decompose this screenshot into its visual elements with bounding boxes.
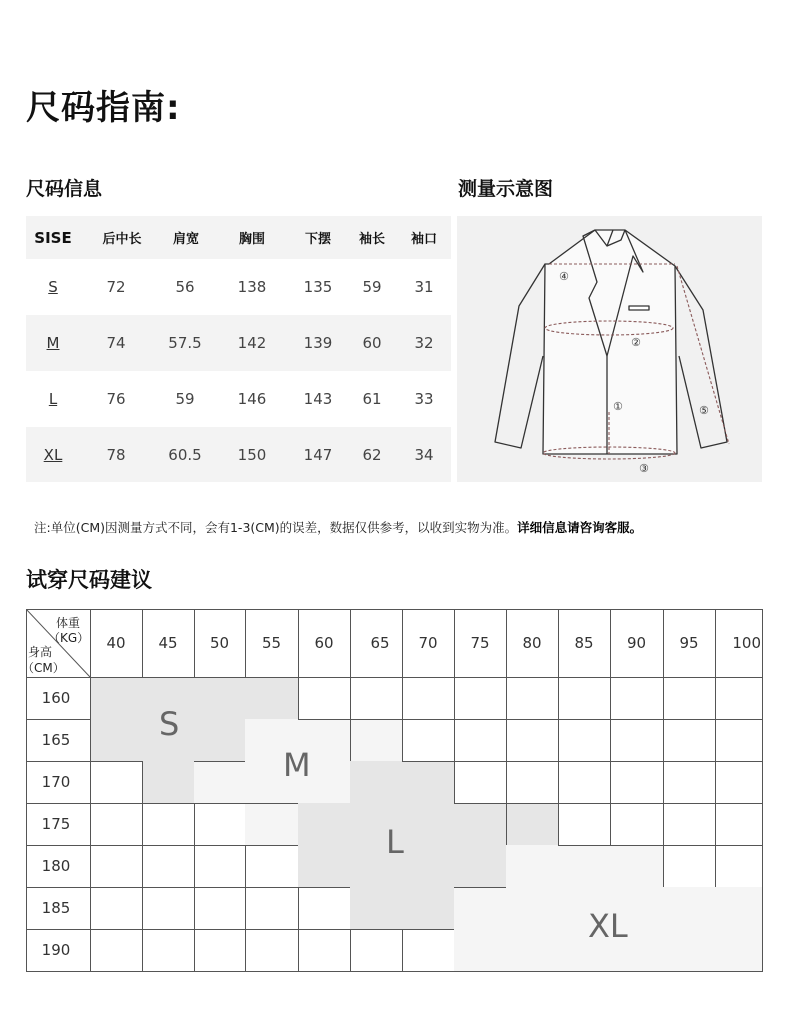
- table-cell: 33: [414, 390, 434, 408]
- header-cell: SISE: [34, 228, 72, 247]
- table-row: [26, 259, 451, 315]
- zone-l: [350, 887, 454, 929]
- zone-s: [90, 677, 298, 719]
- table-cell: 61: [362, 390, 382, 408]
- page-title: 尺码指南:: [26, 88, 181, 128]
- fit-suggestion-heading: 试穿尺码建议: [26, 568, 152, 592]
- zone-s: [142, 761, 194, 803]
- marker-2: ②: [631, 336, 641, 349]
- marker-3: ③: [639, 462, 649, 475]
- zone-l: [350, 761, 454, 803]
- marker-1: ①: [613, 400, 623, 413]
- weight-header: 100: [732, 634, 761, 652]
- size-table-header: [26, 216, 451, 259]
- marker-5: ⑤: [699, 404, 709, 417]
- header-cell: 肩宽: [172, 232, 199, 247]
- note-contact: 详细信息请咨询客服。: [517, 520, 643, 535]
- table-row: [26, 371, 451, 427]
- zone-m: [245, 719, 402, 761]
- table-cell: 78: [106, 445, 126, 464]
- corner-weight-unit: （KG）: [48, 631, 90, 645]
- measure-diagram-heading: 测量示意图: [458, 178, 554, 200]
- table-cell: 150: [237, 445, 267, 464]
- zone-xl: [506, 845, 663, 887]
- weight-header: 75: [470, 634, 490, 652]
- jacket-outline-icon: [457, 216, 762, 482]
- size-label: S: [48, 278, 58, 296]
- zone-m: [194, 761, 350, 803]
- table-cell: 139: [303, 334, 333, 352]
- corner-height-label: 身高: [28, 645, 53, 659]
- table-cell: 76: [106, 390, 126, 408]
- header-cell: 胸围: [238, 232, 265, 247]
- height-label: 160: [41, 689, 71, 707]
- height-label: 175: [41, 815, 71, 833]
- table-cell: 59: [175, 390, 195, 408]
- weight-header: 55: [261, 634, 282, 652]
- zone-l: [298, 803, 558, 845]
- table-cell: 135: [303, 278, 333, 296]
- weight-header: 45: [158, 634, 178, 652]
- weight-header: 80: [522, 634, 542, 652]
- zone-label-s: S: [159, 705, 180, 743]
- table-cell: 57.5: [168, 334, 202, 352]
- table-cell: 143: [303, 390, 333, 408]
- weight-header: 85: [574, 634, 594, 652]
- weight-header: 65: [370, 634, 390, 652]
- table-cell: 74: [106, 334, 126, 352]
- size-info-heading: 尺码信息: [26, 178, 103, 200]
- zone-label-l: L: [386, 823, 404, 861]
- table-cell: 34: [414, 445, 434, 464]
- header-cell: 袖口: [410, 232, 437, 247]
- height-label: 185: [41, 899, 71, 917]
- weight-header: 70: [418, 634, 438, 652]
- zone-label-xl: XL: [588, 907, 628, 945]
- corner-height-unit: （CM）: [22, 661, 65, 675]
- table-cell: 60.5: [168, 445, 202, 464]
- corner-weight-label: 体重: [56, 616, 81, 630]
- size-table: [26, 216, 451, 482]
- table-cell: 147: [303, 445, 333, 464]
- weight-header: 95: [679, 634, 699, 652]
- table-cell: 72: [106, 278, 126, 296]
- fit-chart: [22, 609, 763, 972]
- table-cell: 56: [175, 278, 195, 296]
- note-text: 注:单位(CM)因测量方式不同，会有1-3(CM)的误差，数据仅供参考，以收到实物为准。: [34, 520, 518, 535]
- header-cell: 袖长: [358, 232, 385, 247]
- header-cell: 下摆: [304, 232, 331, 247]
- zone-label-m: M: [283, 746, 311, 784]
- weight-header: 40: [106, 634, 126, 652]
- jacket-measure-diagram: [457, 216, 762, 482]
- table-cell: 60: [362, 334, 382, 352]
- height-label: 190: [41, 941, 71, 959]
- weight-header: 50: [209, 634, 230, 652]
- size-label: XL: [43, 445, 63, 464]
- height-label: 180: [41, 857, 71, 875]
- weight-header: 60: [314, 634, 334, 652]
- table-cell: 146: [237, 390, 267, 408]
- header-cell: 后中长: [102, 232, 142, 247]
- table-cell: 31: [414, 278, 434, 296]
- table-row: [26, 427, 451, 482]
- marker-4: ④: [559, 270, 569, 283]
- size-label: M: [46, 334, 60, 352]
- weight-header: 90: [626, 634, 647, 652]
- table-cell: 62: [362, 445, 382, 464]
- table-cell: 138: [237, 278, 267, 296]
- size-label: L: [48, 390, 58, 408]
- table-row: [26, 315, 451, 371]
- height-label: 165: [41, 731, 71, 749]
- table-cell: 142: [237, 334, 267, 352]
- table-cell: 59: [362, 278, 382, 296]
- measurement-note: [34, 518, 642, 536]
- height-label: 170: [41, 773, 71, 791]
- table-cell: 32: [414, 334, 434, 352]
- zone-m: [245, 803, 298, 845]
